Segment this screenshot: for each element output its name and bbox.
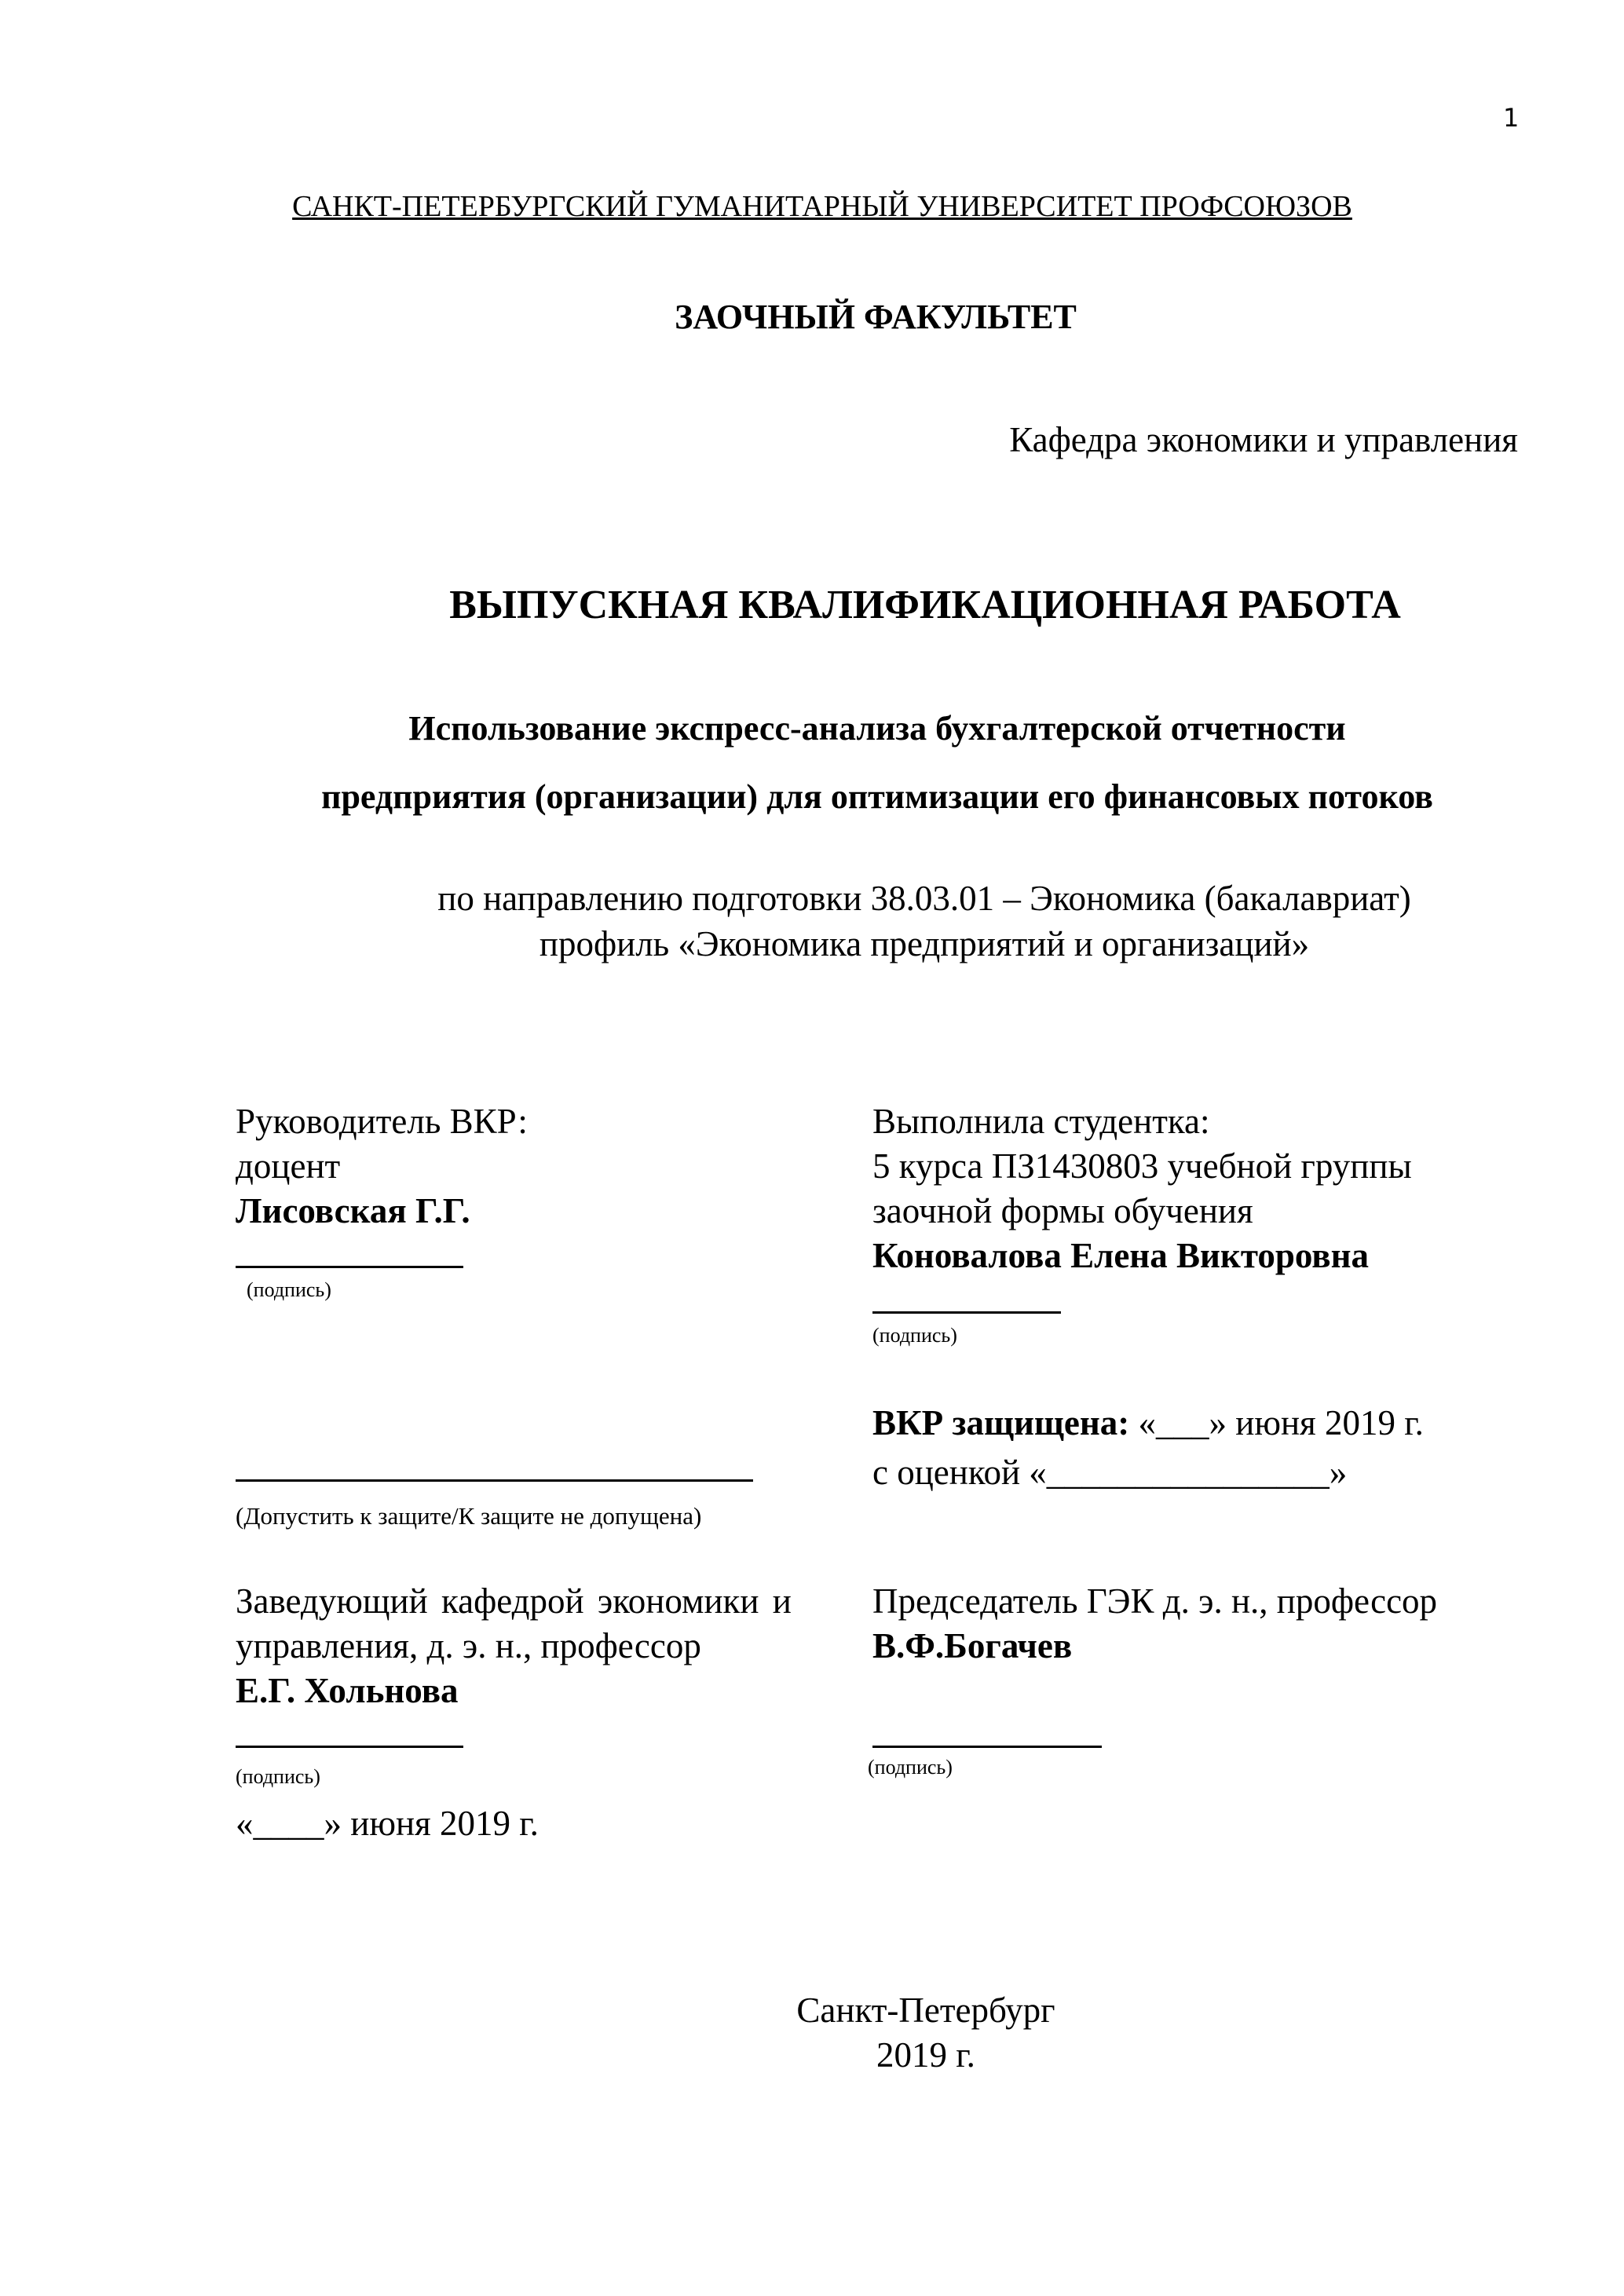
study-direction: по направлению подготовки 38.03.01 – Экономика (бакалавриат)	[437, 879, 1411, 918]
university-name: САНКТ-ПЕТЕРБУРГСКИЙ ГУМАНИТАРНЫЙ УНИВЕРСИТЕТ ПРОФСОЮЗОВ	[292, 190, 1352, 223]
document-type: ВЫПУСКНАЯ КВАЛИФИКАЦИОННАЯ РАБОТА	[449, 583, 1401, 627]
topic-line-2: предприятия (организации) для оптимизации его финансовых потоков	[321, 777, 1433, 816]
student-group: 5 курса ПЗ1430803 учебной группы	[872, 1146, 1412, 1186]
student-signature-line	[872, 1311, 1061, 1314]
defense-label: ВКР защищена:	[872, 1403, 1130, 1442]
admission-caption: (Допустить к защите/К защите не допущена)	[236, 1502, 702, 1530]
head-date: «____» июня 2019 г.	[236, 1804, 539, 1843]
supervisor-signature-line	[236, 1266, 463, 1268]
gek-chair-line-1: Председатель ГЭК д. э. н., профессор	[872, 1581, 1438, 1621]
topic-line-1: Использование экспресс-анализа бухгалтерской отчетности	[408, 709, 1346, 748]
supervisor-label: Руководитель ВКР:	[236, 1102, 528, 1141]
student-study-form: заочной формы обучения	[872, 1191, 1253, 1230]
year: 2019 г.	[876, 2035, 975, 2075]
page-number: 1	[1503, 103, 1520, 133]
head-signature-caption: (подпись)	[236, 1765, 320, 1788]
head-signature-line	[236, 1746, 463, 1748]
head-line-1: Заведующий кафедрой экономики и	[236, 1581, 792, 1621]
head-name: Е.Г. Хольнова	[236, 1671, 459, 1710]
admission-signature-line	[236, 1479, 753, 1482]
gek-chair-signature-caption: (подпись)	[868, 1756, 953, 1779]
defense-line	[872, 1403, 1424, 1442]
supervisor-signature-caption: (подпись)	[247, 1278, 331, 1301]
supervisor-name: Лисовская Г.Г.	[236, 1191, 470, 1230]
student-name: Коновалова Елена Викторовна	[872, 1236, 1369, 1275]
study-profile: профиль «Экономика предприятий и организаций»	[539, 924, 1310, 963]
supervisor-title: доцент	[236, 1146, 341, 1186]
defense-grade: с оценкой «________________»	[872, 1453, 1348, 1492]
gek-chair-name: В.Ф.Богачев	[872, 1626, 1073, 1665]
city: Санкт-Петербург	[796, 1991, 1055, 2030]
defense-date: «___» июня 2019 г.	[1129, 1403, 1424, 1442]
gek-chair-signature-line	[872, 1746, 1102, 1748]
head-line-2: управления, д. э. н., профессор	[236, 1626, 701, 1665]
faculty-name: ЗАОЧНЫЙ ФАКУЛЬТЕТ	[675, 298, 1077, 336]
student-label: Выполнила студентка:	[872, 1102, 1210, 1141]
department-name: Кафедра экономики и управления	[1009, 420, 1518, 459]
student-signature-caption: (подпись)	[872, 1324, 957, 1347]
